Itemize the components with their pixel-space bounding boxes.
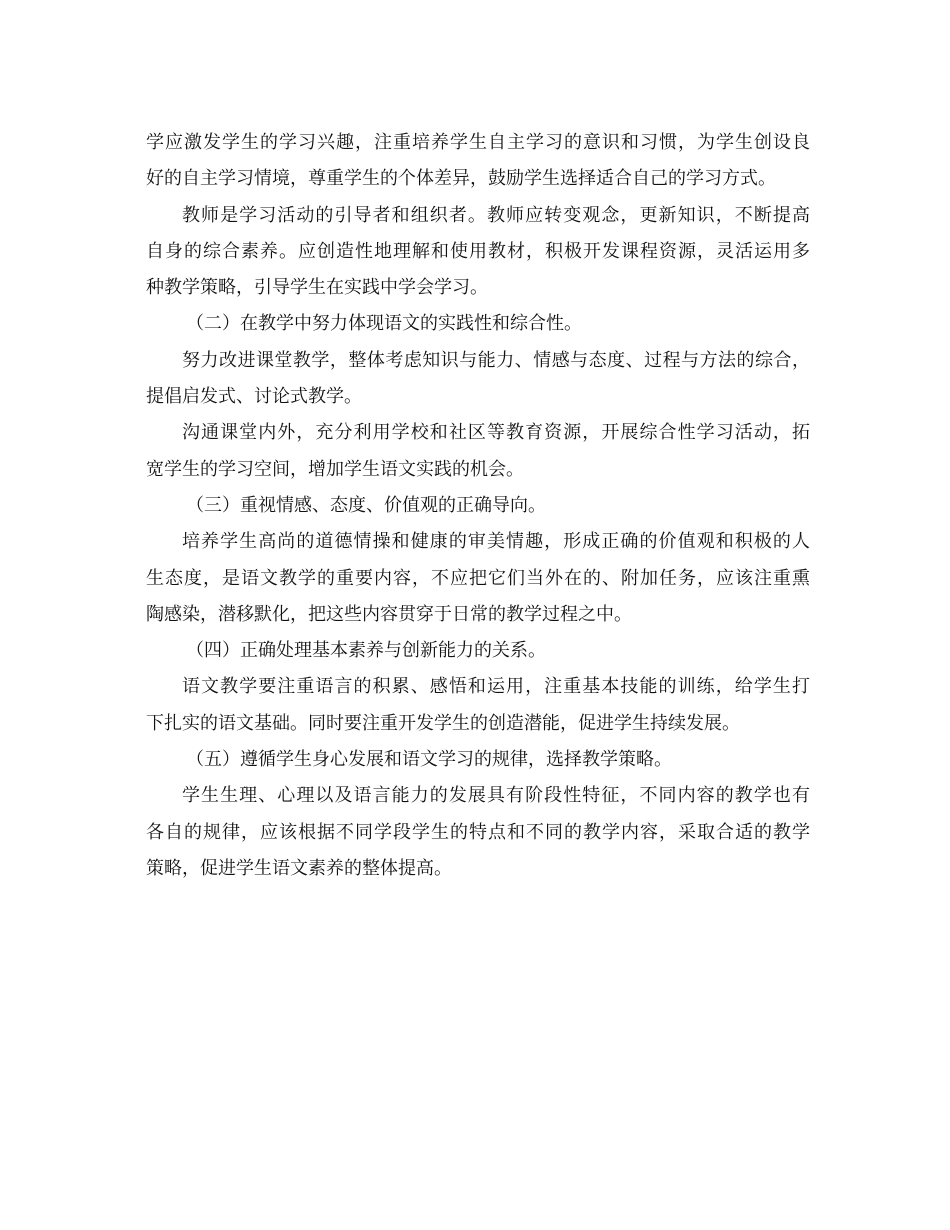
paragraph-line: 下扎实的语文基础。同时要注重开发学生的创造潜能，促进学生持续发展。 bbox=[146, 712, 740, 734]
section-heading bbox=[146, 742, 810, 778]
heading-line: （四）正确处理基本素养与创新能力的关系。 bbox=[186, 640, 546, 662]
paragraph-line: 教师是学习活动的引导者和组织者。教师应转变观念，更新知识，不断提高 bbox=[182, 204, 810, 226]
paragraph-line: 好的自主学习情境，尊重学生的个体差异，鼓励学生选择适合自己的学习方式。 bbox=[146, 168, 776, 190]
paragraph-line: 努力改进课堂教学，整体考虑知识与能力、情感与态度、过程与方法的综合， bbox=[182, 349, 810, 371]
body-paragraph bbox=[146, 669, 810, 742]
section-heading bbox=[146, 633, 810, 669]
body-paragraph bbox=[146, 778, 810, 887]
body-paragraph bbox=[146, 415, 810, 488]
paragraph-line: 陶感染，潜移默化，把这些内容贯穿于日常的教学过程之中。 bbox=[146, 603, 632, 625]
heading-line: （二）在教学中努力体现语文的实践性和综合性。 bbox=[186, 313, 582, 335]
section-heading bbox=[146, 488, 810, 524]
body-paragraph bbox=[146, 524, 810, 633]
paragraph-line: 语文教学要注重语言的积累、感悟和运用，注重基本技能的训练，给学生打 bbox=[182, 676, 810, 698]
paragraph-line: 种教学策略，引导学生在实践中学会学习。 bbox=[146, 277, 488, 299]
paragraph-line: 生态度，是语文教学的重要内容，不应把它们当外在的、附加任务，应该注重熏 bbox=[146, 567, 810, 589]
body-paragraph bbox=[146, 343, 810, 416]
heading-line: （五）遵循学生身心发展和语文学习的规律，选择教学策略。 bbox=[186, 749, 672, 771]
paragraph-line: 自身的综合素养。应创造性地理解和使用教材，积极开发课程资源，灵活运用多 bbox=[146, 240, 810, 262]
section-heading bbox=[146, 306, 810, 342]
paragraph-line: 宽学生的学习空间，增加学生语文实践的机会。 bbox=[146, 458, 524, 480]
heading-line: （三）重视情感、态度、价值观的正确导向。 bbox=[186, 494, 546, 516]
document-body bbox=[146, 125, 810, 887]
paragraph-line: 学生生理、心理以及语言能力的发展具有阶段性特征，不同内容的教学也有 bbox=[182, 785, 810, 807]
paragraph-line: 学应激发学生的学习兴趣，注重培养学生自主学习的意识和习惯，为学生创设良 bbox=[146, 132, 810, 153]
paragraph-line: 各自的规律，应该根据不同学段学生的特点和不同的教学内容，采取合适的教学 bbox=[146, 821, 810, 843]
paragraph-line: 策略，促进学生语文素养的整体提高。 bbox=[146, 857, 452, 879]
paragraph-line: 沟通课堂内外，充分利用学校和社区等教育资源，开展综合性学习活动，拓 bbox=[182, 422, 810, 444]
body-paragraph bbox=[146, 198, 810, 307]
paragraph-line: 培养学生高尚的道德情操和健康的审美情趣，形成正确的价值观和积极的人 bbox=[182, 531, 810, 553]
paragraph-line: 提倡启发式、讨论式教学。 bbox=[146, 386, 362, 408]
body-paragraph bbox=[146, 125, 810, 198]
